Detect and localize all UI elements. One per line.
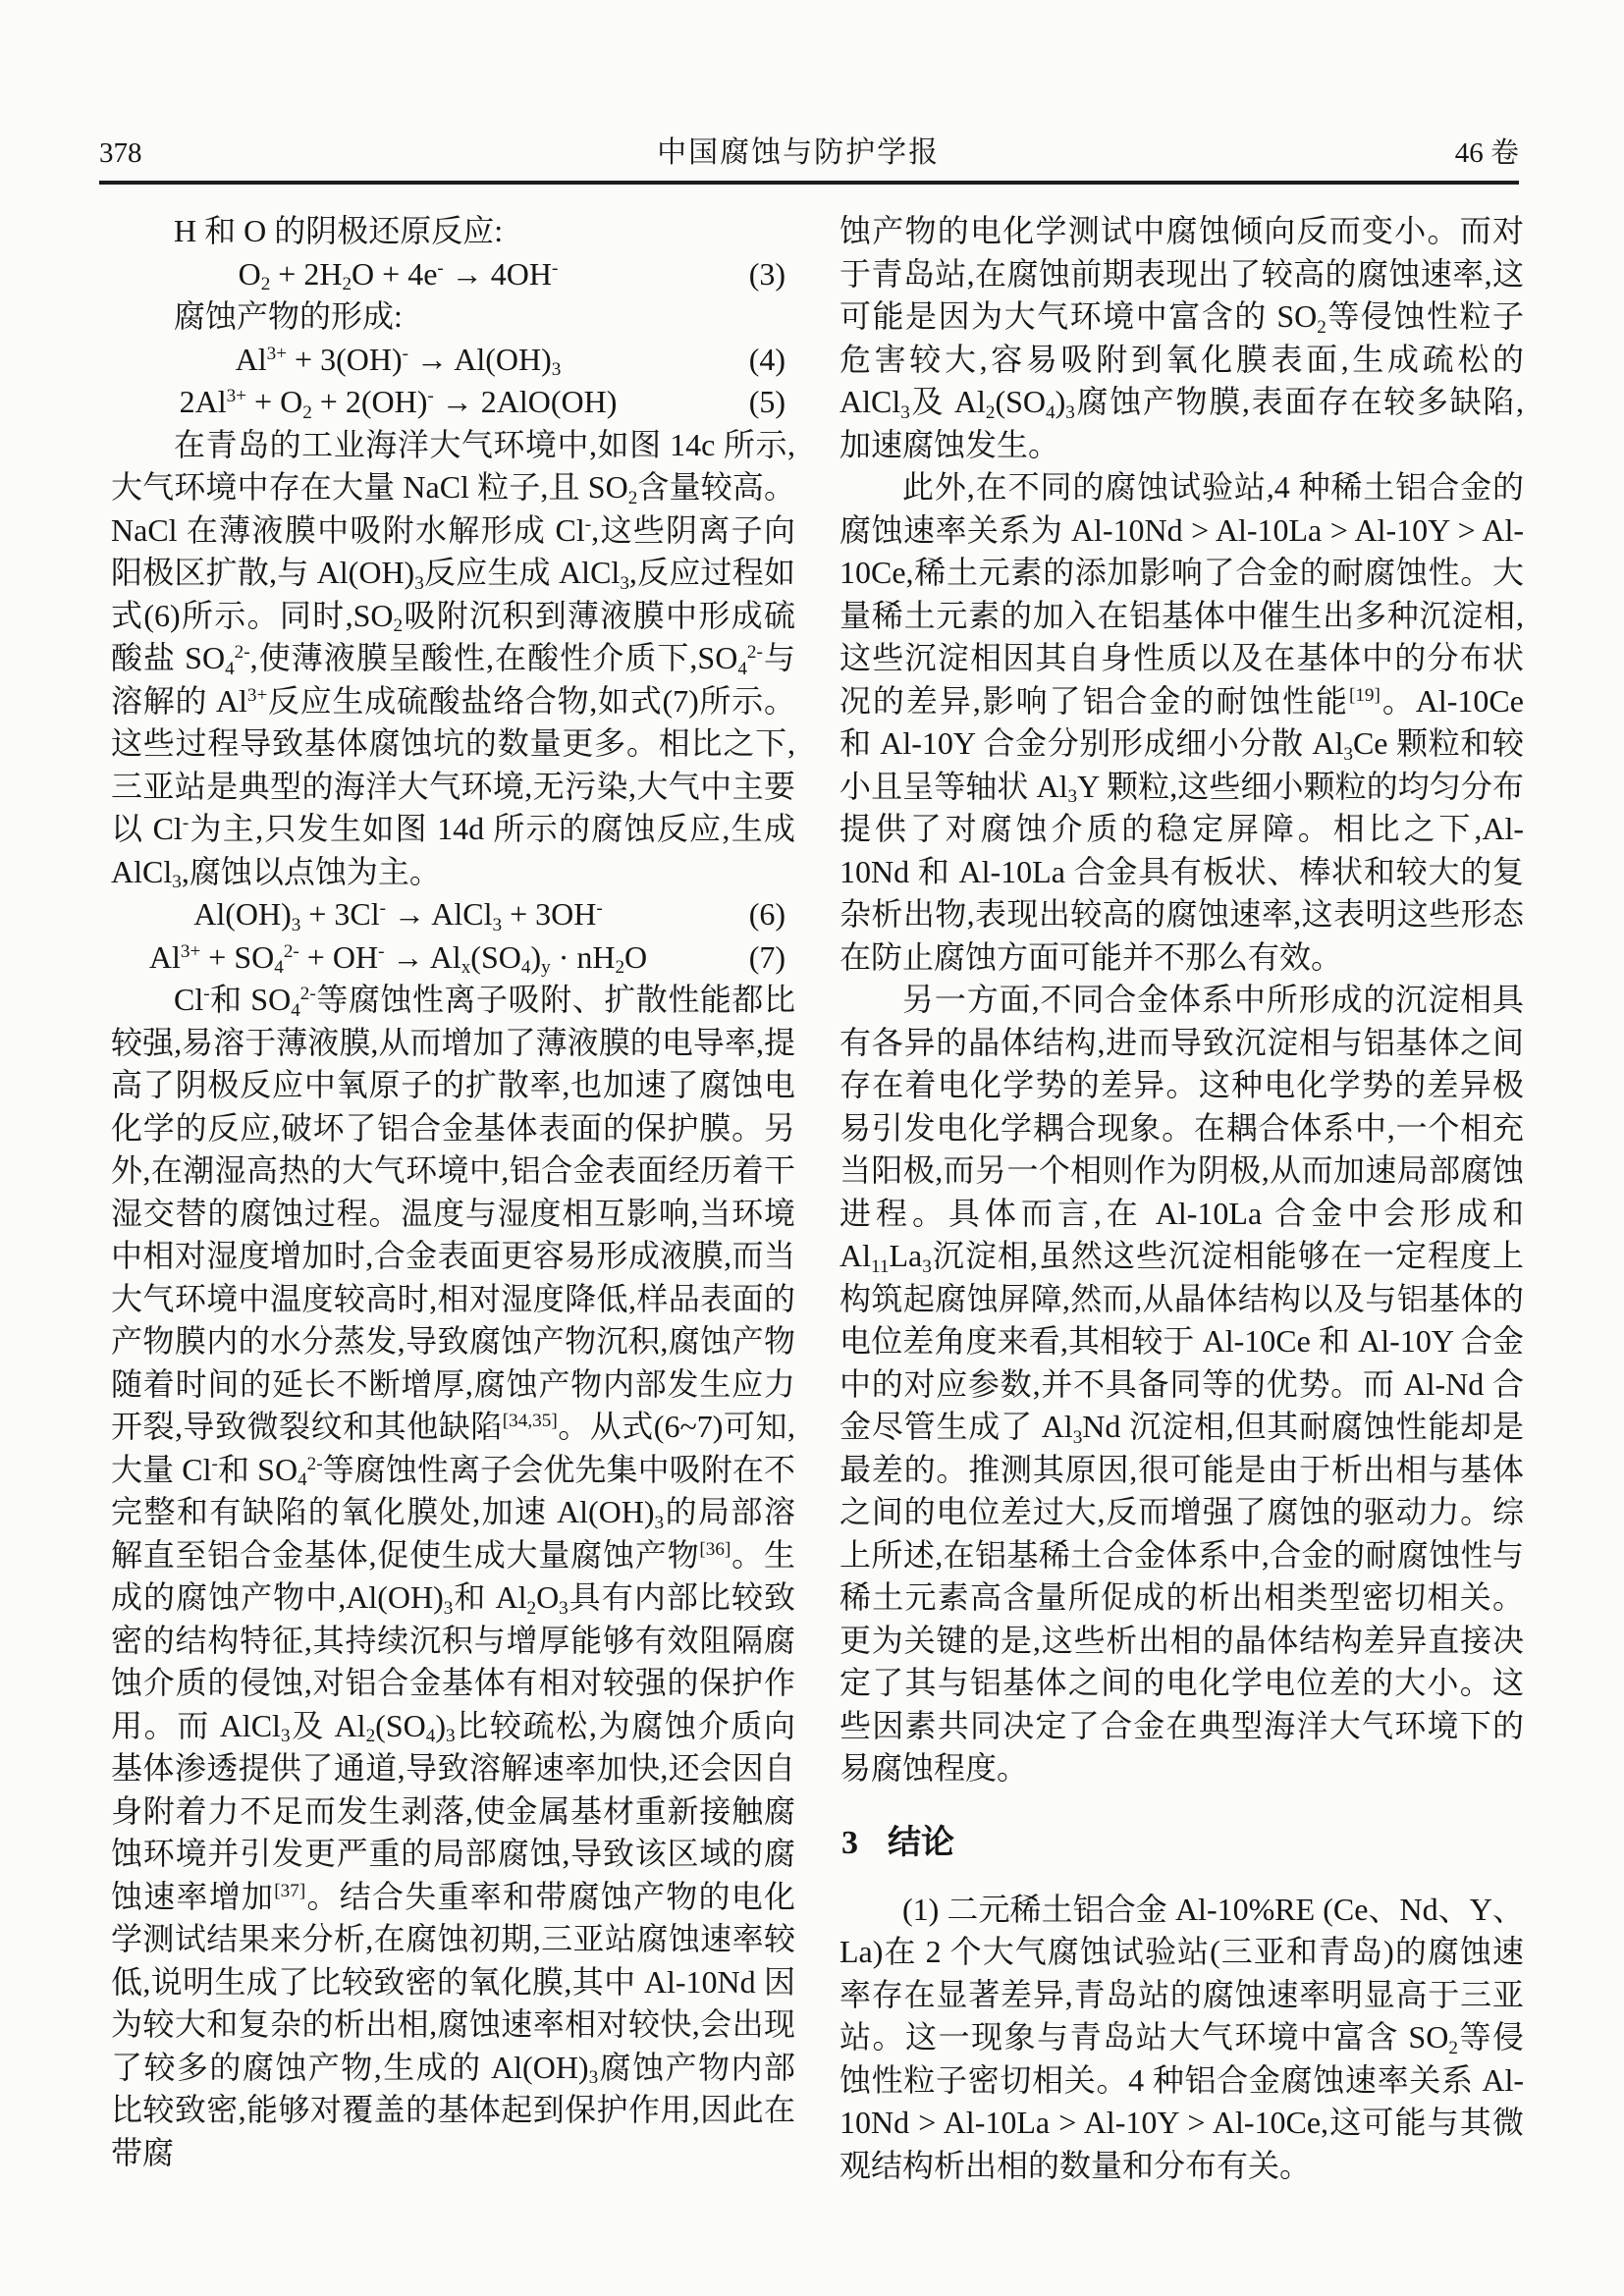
equation-6-formula: $Al(OH)_3 + 3Cl^-$ → AlCl$_3$ + 3OH- (193, 896, 603, 935)
header-rule (99, 181, 1519, 185)
paragraph-conclusion-1: (1) 二元稀土铝合金 Al-10%RE (Ce、Nd、Y、La)在 2 个大气腐蚀试验站(三亚和青岛)的腐蚀速率存在显著差异,青岛站的腐蚀速率明显高于三亚站。这一现象与青岛站大气环境中富含 $SO_2$等侵蚀性粒子密切相关。4 种铝合金腐蚀速率关系 Al-10Nd > Al-10La > Al-10Y > Al-10Ce,这可能与其微观结构析出相的数量和分布有关。 (839, 1891, 1524, 2183)
paragraph-ions: Cl-和 $SO_4^{2-}$等腐蚀性离子吸附、扩散性能都比较强,易溶于薄液膜,从而增加了薄液膜的电导率,提高了阴极反应中氧原子的扩散率,也加速了腐蚀电化学的反应,破坏了铝合金基体表面的保护膜。另外,在潮湿高热的大气环境中,铝合金表面经历着干湿交替的腐蚀过程。温度与湿度相互影响,当环境中相对湿度增加时,合金表面更容易形成液膜,而当大气环境中温度较高时,相对湿度降低,样品表面的产物膜内的水分蒸发,导致腐蚀产物沉积,腐蚀产物随着时间的延长不断增厚,腐蚀产物内部发生应力开裂,导致微裂纹和其他缺陷[34,35]。从式(6~7)可知,大量 Cl-和 $SO_4^{2-}$等腐蚀性离子会优先集中吸附在不完整和有缺陷的氧化膜处,加速 $Al(OH)_3$的局部溶解直至铝合金基体,促使生成大量腐蚀产物[36]。生成的腐蚀产物中$,Al(OH)_3$和 $Al_2O_3$具有内部比较致密的结构特征,其持续沉积与增厚能够有效阻隔腐蚀介质的侵蚀,对铝合金基体有相对较强的保护作用。而 AlCl$_3$及 $Al_2(SO_4)_3$比较疏松,为腐蚀介质向基体渗透提供了通道,导致溶解速率加快,还会因自身附着力不足而发生剥落,使金属基材重新接触腐蚀环境并引发更严重的局部腐蚀,导致该区域的腐蚀速率增加[37]。结合失重率和带腐蚀产物的电化学测试结果来分析,在腐蚀初期,三亚站腐蚀速率较低,说明生成了比较致密的氧化膜,其中 Al-10Nd 因为较大和复杂的析出相,腐蚀速率相对较快,会出现了较多的腐蚀产物,生成的 $Al(OH)_3$腐蚀产物内部比较致密,能够对覆盖的基体起到保护作用,因此在带腐 (111, 982, 795, 2170)
equation-4 (111, 339, 795, 382)
equation-7-number: (7) (748, 938, 785, 975)
paragraph-alloy-ranking: 此外,在不同的腐蚀试验站,4 种稀土铝合金的腐蚀速率关系为 Al-10Nd > Al-10La > Al-10Y > Al-10Ce,稀土元素的添加影响了合金的耐腐蚀性。大量稀土元素的加入在铝基体中催生出多种沉淀相,这些沉淀相因其自身性质以及在基体中的分布状况的差异,影响了铝合金的耐蚀性能[19]。Al-10Ce 和 Al-10Y 合金分别形成细小分散 $Al_3Ce$ 颗粒和较小且呈等轴状 $Al_3Y$ 颗粒,这些细小颗粒的均匀分布提供了对腐蚀介质的稳定屏障。相比之下,Al-10Nd 和 Al-10La 合金具有板状、棒状和较大的复杂析出物,表现出较高的腐蚀速率,这表明这些形态在防止腐蚀方面可能并不那么有效。 (839, 469, 1524, 975)
equation-5-number: (5) (748, 384, 785, 419)
equation-4-number: (4) (748, 341, 785, 377)
paragraph-continuation: 蚀产物的电化学测试中腐蚀倾向反而变小。而对于青岛站,在腐蚀前期表现出了较高的腐蚀速率,这可能是因为大气环境中富含的 $SO_2$等侵蚀性粒子危害较大,容易吸附到氧化膜表面,生成疏松的 AlCl$_3$及 $Al_2(SO_4)_3$腐蚀产物膜,表面存在较多缺陷,加速腐蚀发生。 (839, 213, 1524, 462)
equation-5-formula: $2Al^{3+} + O_2 + 2(OH)^- \to 2AlO(OH)$ (179, 384, 618, 423)
volume-label: 46 卷 (1454, 137, 1519, 169)
equation-3 (111, 253, 795, 296)
equation-6-number: (6) (748, 896, 785, 932)
section-title: 结论 (888, 1824, 954, 1861)
paragraph-precipitates: 另一方面,不同合金体系中所形成的沉淀相具有各异的晶体结构,进而导致沉淀相与铝基体之间存在着电化学势的差异。这种电化学势的差异极易引发电化学耦合现象。在耦合体系中,一个相充当阳极,而另一个相则作为阴极,从而加速局部腐蚀进程。具体而言,在 Al-10La 合金中会形成和 $Al_{11}La_3$沉淀相,虽然这些沉淀相能够在一定程度上构筑起腐蚀屏障,然而,从晶体结构以及与铝基体的电位差角度来看,其相较于 Al-10Ce 和 Al-10Y 合金中的对应参数,并不具备同等的优势。而 Al-Nd 合金尽管生成了 $Al_3Nd$ 沉淀相,但其耐腐蚀性能却是最差的。推测其原因,很可能是由于析出相与基体之间的电位差过大,反而增强了腐蚀的驱动力。综上所述,在铝基稀土合金体系中,合金的耐腐蚀性与稀土元素高含量所促成的析出相类型密切相关。更为关键的是,这些析出相的晶体结构差异直接决定了其与铝基体之间的电化学电位差的大小。这些因素共同决定了合金在典型海洋大气环境下的易腐蚀程度。 (839, 982, 1524, 1786)
section-number: 3 (841, 1824, 858, 1861)
right-column (839, 210, 1524, 2187)
equation-4-formula: $Al^{3+} + 3(OH)^- \to Al(OH)_3$ (235, 341, 562, 381)
page-header (99, 136, 1519, 170)
equation-7-formula: $Al^{3+} + SO_4^{2-} + OH^- \to Al_x(SO_4)_y \cdot nH_2O$ (148, 938, 648, 979)
equation-7 (111, 936, 795, 980)
journal-title: 中国腐蚀与防护学报 (657, 136, 941, 169)
section-heading-conclusion (841, 1824, 1524, 1863)
cathodic-reaction-intro: H 和 O 的阴极还原反应: (174, 213, 504, 248)
paragraph-environment: 在青岛的工业海洋大气环境中,如图 14c 所示,大气环境中存在大量 NaCl 粒子,且 $SO_2$含量较高。NaCl 在薄液膜中吸附水解形成 Cl-,这些阴离子向阳极区扩散,与 $Al(OH)_3$反应生成 AlCl$_3$,反应过程如式(6)所示。同时$,SO_2$吸附沉积到薄液膜中形成硫酸盐 $SO_4^{2-}$,使薄液膜呈酸性,在酸性介质下$,SO_4^{2-}$与溶解的 $Al^{3+}$反应生成硫酸盐络合物,如式(7)所示。这些过程导致基体腐蚀坑的数量更多。相比之下,三亚站是典型的海洋大气环境,无污染,大气中主要以 Cl-为主,只发生如图 14d 所示的腐蚀反应,生成 AlCl$_3$,腐蚀以点蚀为主。 (111, 426, 795, 893)
equation-6 (111, 893, 795, 936)
equation-5 (111, 381, 795, 424)
equation-3-number: (3) (748, 255, 785, 292)
page-number: 378 (99, 137, 142, 169)
left-column (111, 210, 795, 2174)
equation-3-formula: $O_2 + 2H_2O + 4e^- \to 4OH^-$ (238, 255, 559, 295)
corrosion-products-intro: 腐蚀产物的形成: (174, 298, 403, 334)
